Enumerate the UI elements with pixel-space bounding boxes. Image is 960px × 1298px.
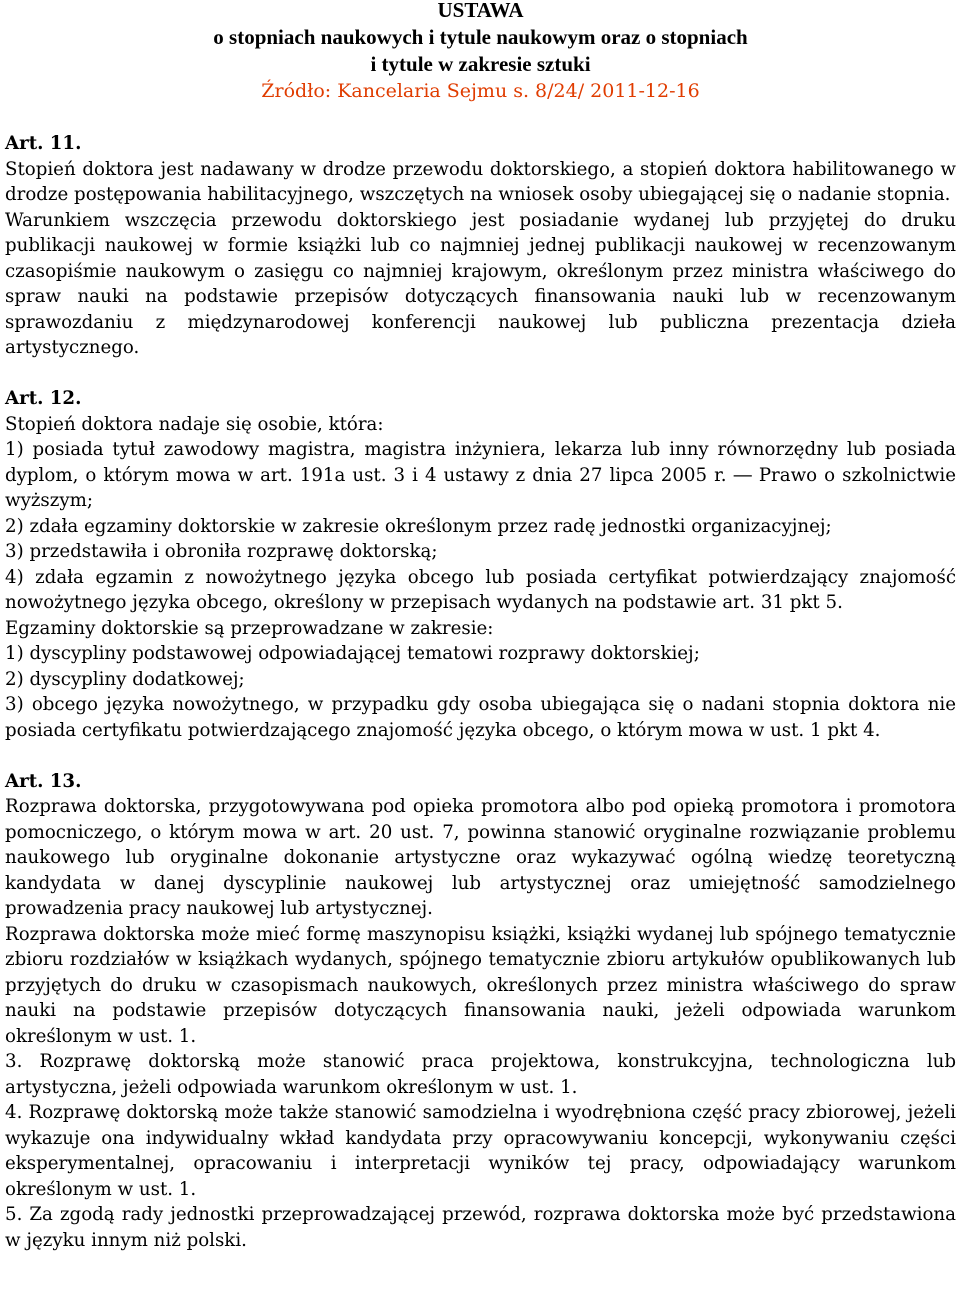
article-12-exams-intro: Egzaminy doktorskie są przeprowadzane w zakresie: [5, 617, 494, 639]
article-12-title: Art. 12. [5, 388, 82, 409]
article-12-item-2: 2) zdała egzaminy doktorskie w zakresie określonym przez radę jednostki organizacyjnej; [5, 515, 832, 537]
article-13-paragraph-3: 3. Rozprawę doktorską może stanowić praca projektowa, konstrukcyjna, technologiczna lub artystyczna, jeżeli odpowiada warunkom określonym w ust. 1. [5, 1051, 956, 1098]
article-13-paragraph-4: 4. Rozprawę doktorską może także stanowić samodzielna i wyodrębniona część pracy zbiorowej, jeżeli wykazuje ona indywidualny wkład kandydata przy opracowywaniu koncepcji, wykonywaniu części eksperymentalnej, opracowaniu i interpretacji wyników tej pracy, odpowiadający warunkom określonym w ust. 1. [5, 1102, 956, 1200]
article-11-paragraph-1: Stopień doktora jest nadawany w drodze przewodu doktorskiego, a stopień doktora habilitowanego w drodze postępowania habilitacyjnego, wszczętych na wniosek osoby ubiegającej się o nadanie stopnia. [5, 158, 956, 205]
document-header [5, 0, 956, 105]
article-12-item-3: 3) przedstawiła i obroniła rozprawę doktorską; [5, 541, 438, 562]
source-line: Źródło: Kancelaria Sejmu s. 8/24/ 2011-12-16 [261, 80, 700, 102]
article-12-item-1: 1) posiada tytuł zawodowy magistra, magistra inżyniera, lekarza lub inny równorzędny lub posiada dyplom, o którym mowa w art. 191a ust. 3 i 4 ustawy z dnia 27 lipca 2005 r. ― Prawo o szkolnictwie wyższym; [5, 439, 956, 511]
document-subtitle-line1: o stopniach naukowych i tytule naukowym oraz o stopniach [213, 25, 748, 49]
article-13-paragraph-2: Rozprawa doktorska może mieć formę maszynopisu książki, książki wydanej lub spójnego tematycznie zbioru rozdziałów w książkach wydanych, spójnego tematycznie zbioru artykułów opublikowanych lub przyjętych do druku w czasopismach naukowych, określonych przez ministra właściwego do spraw nauki na podstawie przepisów dotyczących finansowania nauki, jeżeli odpowiada warunkom określonym w ust. 1. [5, 923, 956, 1047]
article-11-paragraph-2: Warunkiem wszczęcia przewodu doktorskiego jest posiadanie wydanej lub przyjętej do druku publikacji naukowej w formie książki lub co najmniej jednej publikacji naukowej w recenzowanym czasopiśmie naukowym o zasięgu co najmniej krajowym, określonym przez ministra właściwego do spraw nauki na podstawie przepisów dotyczących finansowania nauki lub w recenzowanym sprawozdaniu z międzynarodowej konferencji naukowej lub publiczna prezentacja dzieła artystycznego. [5, 209, 956, 358]
article-11-title: Art. 11. [5, 133, 82, 154]
article-12-item-4: 4) zdała egzamin z nowożytnego języka obcego lub posiada certyfikat potwierdzający znajomość nowożytnego języka obcego, określony w przepisach wydanych na podstawie art. 31 pkt 5. [5, 566, 956, 613]
document-title: USTAWA [437, 0, 524, 22]
article-13 [5, 769, 956, 1254]
article-12-exam-1: 1) dyscypliny podstawowej odpowiadającej tematowi rozprawy doktorskiej; [5, 643, 700, 664]
article-12 [5, 386, 956, 743]
article-13-paragraph-1: Rozprawa doktorska, przygotowywana pod opieka promotora albo pod opieką promotora i promotora pomocniczego, o którym mowa w art. 20 ust. 7, powinna stanowić oryginalne rozwiązanie problemu naukowego lub oryginalne dokonanie artystyczne oraz wykazywać ogólną wiedzę teoretyczną kandydata w danej dyscyplinie naukowej lub artystycznej oraz umiejętność samodzielnego prowadzenia pracy naukowej lub artystycznej. [5, 796, 956, 919]
article-13-paragraph-5: 5. Za zgodą rady jednostki przeprowadzającej przewód, rozprawa doktorska może być przedstawiona w języku innym niż polski. [5, 1204, 956, 1251]
article-11 [5, 131, 956, 361]
document-subtitle-line2: i tytule w zakresie sztuki [370, 52, 591, 76]
article-12-intro: Stopień doktora nadaje się osobie, która: [5, 413, 384, 435]
article-13-title: Art. 13. [5, 770, 82, 792]
article-12-exam-2: 2) dyscypliny dodatkowej; [5, 668, 245, 690]
article-12-exam-3: 3) obcego języka nowożytnego, w przypadku gdy osoba ubiegająca się o nadani stopnia doktora nie posiada certyfikatu potwierdzającego znajomość języka obcego, o którym mowa w ust. 1 pkt 4. [5, 694, 956, 741]
